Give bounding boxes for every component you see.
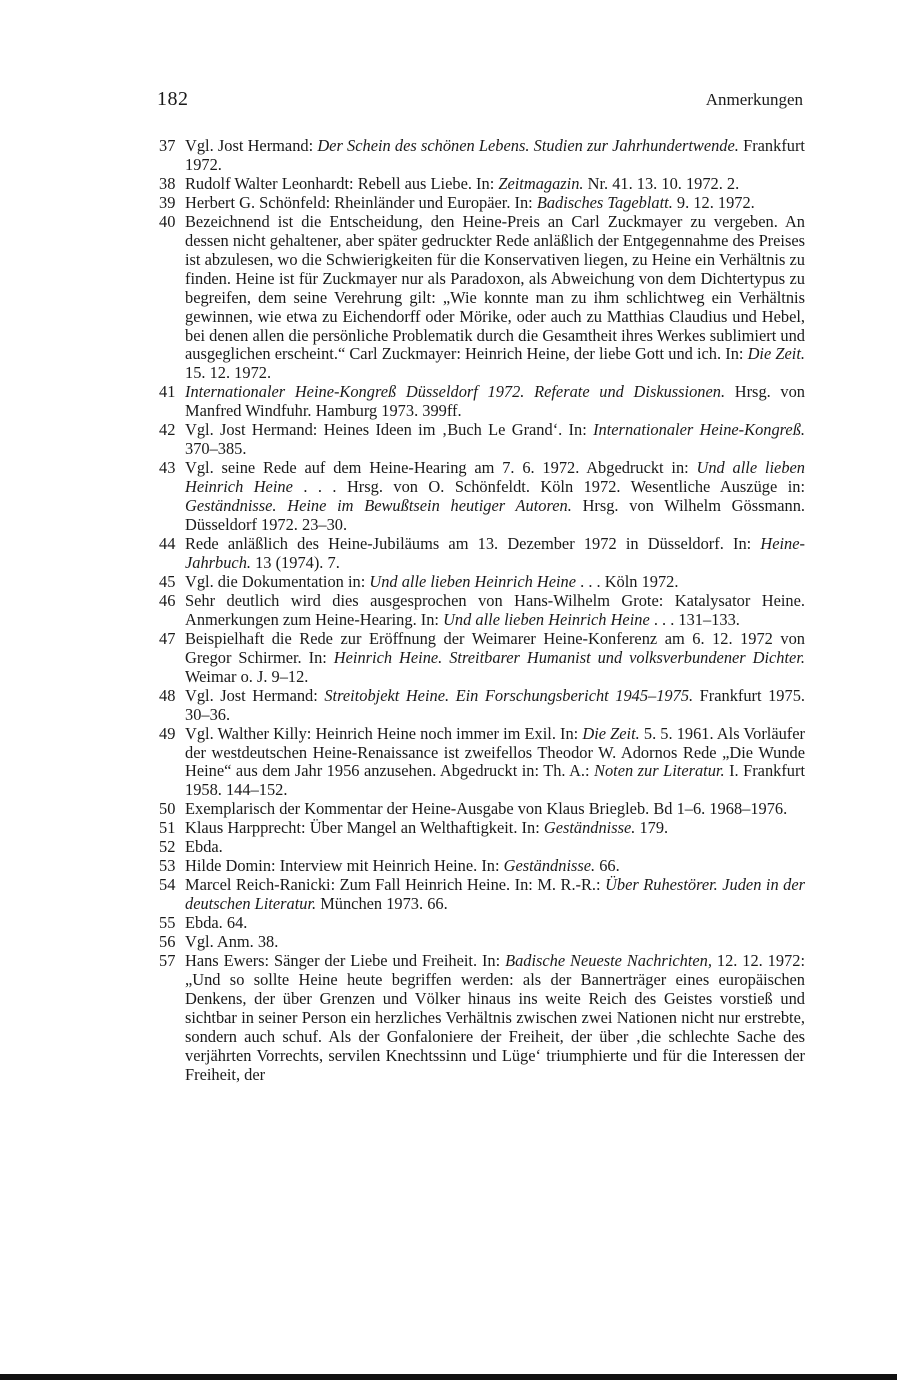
- endnote-text: [185, 630, 805, 687]
- endnote-text: [185, 175, 805, 194]
- endnote: [159, 933, 805, 952]
- endnote-text: [185, 592, 805, 630]
- endnote-text-segment: . . . Hrsg. von O. Schönfeldt. Köln 1972. Wesentliche Auszüge in:: [292, 477, 805, 497]
- endnote-text-segment: Beispielhaft die Rede zur Eröffnung der Weimarer Heine-Konferenz am 6. 12. 1972 von Gregor Schirmer. In:: [185, 628, 805, 667]
- endnote-number: 45: [159, 571, 176, 591]
- endnote-text-segment: Vgl. Jost Hermand: Heines Ideen im ‚Buch Le Grand‘. In:: [185, 420, 594, 440]
- endnote-text-segment: Nr. 41. 13. 10. 1972. 2.: [583, 173, 740, 193]
- endnote-text-segment: Sehr deutlich wird dies ausgesprochen von Hans-Wilhelm Grote: Katalysator Heine. Anmerkungen zum Heine-Hearing. In:: [185, 590, 805, 629]
- endnote-text-segment: Weimar o. J. 9–12.: [185, 666, 309, 686]
- endnote-text-segment: Vgl. Anm. 38.: [185, 932, 279, 952]
- endnote-title-italic: Internationaler Heine-Kongreß.: [593, 420, 805, 440]
- endnote-text: [185, 194, 805, 213]
- endnote-title-italic: Und alle lieben Heinrich Heine: [443, 609, 650, 629]
- endnote-text: [185, 800, 805, 819]
- endnote-text-segment: 66.: [595, 856, 620, 876]
- endnote-text-segment: Rede anläßlich des Heine-Jubiläums am 13. Dezember 1972 in Düsseldorf. In:: [185, 534, 761, 554]
- endnote: [159, 725, 805, 801]
- endnote-number: 41: [159, 382, 176, 402]
- endnote-number: 37: [159, 136, 176, 155]
- endnote-number: 50: [159, 799, 176, 819]
- endnote-title-italic: Und alle lieben Heinrich Heine: [185, 458, 805, 497]
- endnote-text-segment: I. Frankfurt 1958. 144–152.: [185, 761, 806, 800]
- running-head: Anmerkungen: [705, 90, 803, 109]
- endnote-text-segment: Vgl. Jost Hermand:: [185, 685, 325, 705]
- endnote-text-segment: Bezeichnend ist die Entscheidung, den Heine-Preis an Carl Zuckmayer zu vergeben. An dessen nicht gehaltener, aber später gedruckter Rede anläßlich der Entgegennahme des Preises ist abzulesen, wo die Schwierigkeiten für die Konservativen liegen, zu Heine ein Verhältnis zu finden. Heine ist für Zuckmayer nur als Paradoxon, als Abweichung von dem Dichtertypus zu begreifen, dem seine Verehrung gilt: „Wie konnte man zu ihm schlichtweg ein Verhältnis gewinnen, wie etwa zu Eichendorff oder Mörike, oder auch zu Matthias Claudius und Hebel, bei denen allen die persönliche Problematik durch die Gesamtheit ihres Werkes sublimiert und ausgeglichen erscheint.“ Carl Zuckmayer: Heinrich Heine, der liebe Gott und ich. In:: [185, 211, 805, 364]
- endnote: [159, 573, 805, 592]
- endnote-text-segment: Herbert G. Schönfeld: Rheinländer und Europäer. In:: [185, 192, 537, 212]
- endnote-number: 55: [159, 913, 176, 933]
- endnote-text-segment: Vgl. seine Rede auf dem Heine-Hearing am 7. 6. 1972. Abgedruckt in:: [185, 458, 697, 478]
- endnote: [159, 687, 805, 725]
- endnote-number: 46: [159, 590, 176, 610]
- endnote-text-segment: 5. 5. 1961. Als Vorläufer der westdeutschen Heine-Renaissance ist zweifellos Theodor W. Adornos Rede „Die Wunde Heine“ aus dem Jahr 1956 anzusehen. Abgedruckt in: Th. A.:: [185, 723, 805, 781]
- endnote-title-italic: Geständnisse.: [543, 818, 636, 838]
- endnote-title-italic: Badisches Tageblatt.: [536, 192, 673, 212]
- endnote-text-segment: Vgl. Walther Killy: Heinrich Heine noch immer im Exil. In:: [185, 723, 583, 743]
- endnote-text-segment: 13 (1974). 7.: [251, 552, 340, 572]
- endnote-number: 44: [159, 534, 176, 554]
- endnote-number: 43: [159, 458, 176, 478]
- endnote: [159, 819, 805, 838]
- endnote-title-italic: Badische Neueste Nachrichten,: [505, 950, 712, 970]
- endnote-text-segment: Vgl. Jost Hermand:: [185, 136, 318, 155]
- endnote: [159, 175, 805, 194]
- endnote-text: [185, 535, 805, 573]
- endnote-text-segment: . . . Köln 1972.: [576, 571, 679, 591]
- endnote-number: 39: [159, 192, 176, 212]
- endnote-text-segment: Klaus Harpprecht: Über Mangel an Welthaftigkeit. In:: [185, 818, 544, 838]
- endnote-text: [185, 914, 805, 933]
- endnote: [159, 213, 805, 384]
- endnote-title-italic: Internationaler Heine-Kongreß Düsseldorf 1972. Referate und Diskussionen.: [185, 382, 726, 402]
- endnote-text: [185, 857, 805, 876]
- endnote-title-italic: Noten zur Literatur.: [594, 761, 725, 781]
- endnote-text-segment: München 1973. 66.: [316, 894, 448, 914]
- endnote-number: 48: [159, 685, 176, 705]
- endnote-text: [185, 952, 805, 1085]
- endnote: [159, 857, 805, 876]
- endnote-text-segment: 12. 12. 1972: „Und so sollte Heine heute begriffen werden: als der Bannerträger eines europäischen Denkens, der über Grenzen und Völker hinaus ins weite Reich des Geistes vorstieß und sichtbar in seiner Person ein herzliches Verhältnis zwischen zwei Nationen nicht nur erstrebte, sondern auch schuf. Als der Gonfaloniere der Freiheit, der über ‚die schlechte Sache des verjährten Vorrechts, servilen Knechtssinn und Lüge‘ triumphierte und für die Interessen der Freiheit, der: [185, 950, 805, 1084]
- endnote-text-segment: 370–385.: [185, 439, 247, 459]
- endnote-text-segment: Marcel Reich-Ranicki: Zum Fall Heinrich Heine. In: M. R.-R.:: [185, 875, 606, 895]
- endnote-title-italic: Die Zeit.: [747, 344, 805, 364]
- endnote-text-segment: Exemplarisch der Kommentar der Heine-Ausgabe von Klaus Briegleb. Bd 1–6. 1968–1976.: [185, 799, 788, 819]
- endnote: [159, 876, 805, 914]
- endnote: [159, 952, 805, 1085]
- endnote-number: 47: [159, 628, 176, 648]
- endnote-text: [185, 933, 805, 952]
- endnote-title-italic: Streitobjekt Heine. Ein Forschungsbericht 1945–1975.: [324, 685, 694, 705]
- endnote-number: 56: [159, 932, 176, 952]
- endnote-text-segment: 9. 12. 1972.: [672, 192, 755, 212]
- endnote-number: 54: [159, 875, 176, 895]
- endnote-title-italic: Der Schein des schönen Lebens. Studien zur Jahrhundertwende.: [317, 136, 739, 155]
- endnote-text-segment: Rudolf Walter Leonhardt: Rebell aus Liebe. In:: [185, 173, 499, 193]
- endnote-title-italic: Geständnisse. Heine im Bewußtsein heutiger Autoren.: [185, 496, 572, 516]
- endnote-text: [185, 876, 805, 914]
- endnote: [159, 421, 805, 459]
- endnote-text-segment: Hrsg. von Manfred Windfuhr. Hamburg 1973. 399ff.: [185, 382, 806, 421]
- endnote: [159, 914, 805, 933]
- endnote-number: 52: [159, 837, 176, 857]
- endnote-number: 51: [159, 818, 176, 838]
- endnote: [159, 630, 805, 687]
- endnote-text-segment: Frankfurt 1975. 30–36.: [185, 685, 805, 724]
- endnote-number: 40: [159, 211, 176, 231]
- endnote-text: [185, 573, 805, 592]
- endnote-title-italic: Heine-Jahrbuch.: [185, 534, 805, 572]
- endnotes-list: [159, 137, 805, 1085]
- page-number: 182: [157, 88, 189, 110]
- endnote-number: 49: [159, 723, 176, 743]
- endnote-text: [185, 819, 805, 838]
- endnote-title-italic: Die Zeit.: [582, 723, 640, 743]
- endnote-text-segment: Hans Ewers: Sänger der Liebe und Freiheit. In:: [185, 950, 506, 970]
- endnote-title-italic: Und alle lieben Heinrich Heine: [369, 571, 577, 591]
- endnote-text-segment: 179.: [635, 818, 669, 838]
- endnote-text: [185, 459, 805, 535]
- endnote-text-segment: Ebda.: [185, 837, 223, 857]
- endnote: [159, 194, 805, 213]
- endnote-text-segment: Hilde Domin: Interview mit Heinrich Heine. In:: [185, 856, 504, 876]
- endnote-text-segment: Ebda. 64.: [185, 913, 248, 933]
- endnote-text-segment: Vgl. die Dokumentation in:: [185, 571, 370, 591]
- endnote-text: [185, 213, 805, 384]
- endnote-number: 38: [159, 173, 176, 193]
- endnote: [159, 383, 805, 421]
- endnote: [159, 535, 805, 573]
- endnote-title-italic: Über Ruhestörer. Juden in der deutschen Literatur.: [185, 875, 805, 914]
- endnote: [159, 838, 805, 857]
- endnote-text-segment: 15. 12. 1972.: [185, 363, 272, 383]
- endnote-text-segment: Frankfurt 1972.: [185, 136, 805, 174]
- endnote-text: [185, 687, 805, 725]
- endnote-text-segment: . . . 131–133.: [649, 609, 740, 629]
- endnote: [159, 459, 805, 535]
- endnote: [159, 137, 805, 175]
- endnote-number: 53: [159, 856, 176, 876]
- endnote-number: 42: [159, 420, 176, 440]
- endnote-title-italic: Geständnisse.: [503, 856, 596, 876]
- endnote-text: [185, 725, 805, 801]
- endnote-text: [185, 383, 805, 421]
- endnote-title-italic: Zeitmagazin.: [498, 173, 584, 193]
- endnote-title-italic: Heinrich Heine. Streitbarer Humanist und volksverbundener Dichter.: [333, 647, 805, 667]
- endnote-text: [185, 137, 805, 175]
- endnote: [159, 592, 805, 630]
- endnote: [159, 800, 805, 819]
- scan-edge-bar: [0, 1374, 897, 1380]
- endnote-text: [185, 421, 805, 459]
- endnote-number: 57: [159, 950, 176, 970]
- endnote-text-segment: Hrsg. von Wilhelm Gössmann. Düsseldorf 1972. 23–30.: [185, 496, 805, 535]
- endnote-text: [185, 838, 805, 857]
